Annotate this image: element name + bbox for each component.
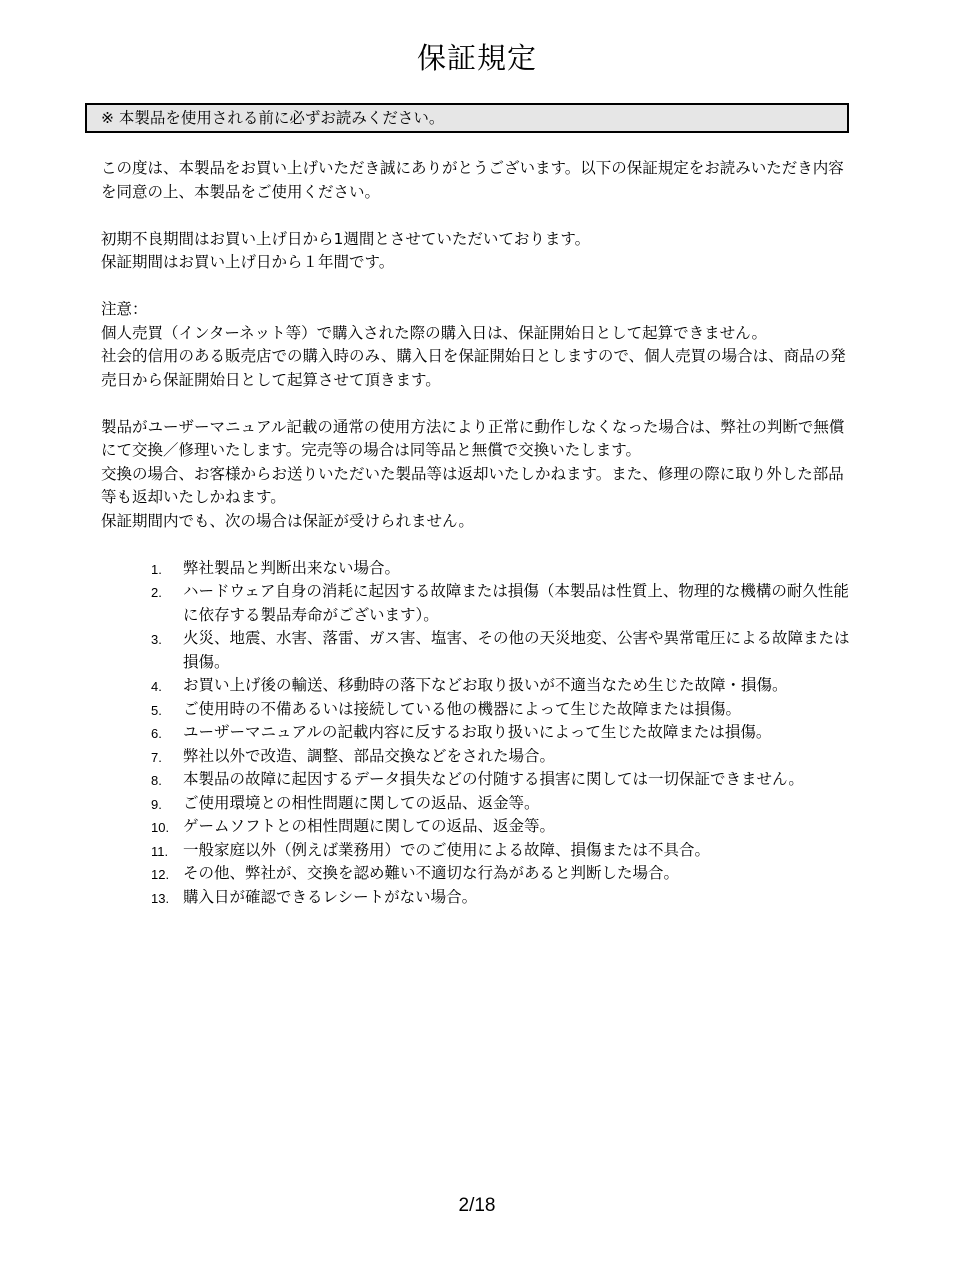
caution-line-private-sale: 個人売買（インターネット等）で購入された際の購入日は、保証開始日として起算できません。 bbox=[101, 323, 768, 342]
exclusion-list bbox=[101, 557, 853, 910]
list-item bbox=[101, 580, 853, 627]
list-item-text: ご使用時の不備あるいは接続している他の機器によって生じた故障または損傷。 bbox=[183, 699, 742, 718]
list-item-number: 9. bbox=[151, 796, 162, 812]
intro-paragraph: この度は、本製品をお買い上げいただき誠にありがとうございます。以下の保証規定をお読みいただき内容を同意の上、本製品をご使用ください。 bbox=[101, 159, 844, 201]
list-item bbox=[101, 557, 853, 581]
list-item bbox=[101, 862, 853, 886]
list-item-number: 11. bbox=[151, 843, 169, 859]
list-item-number: 10. bbox=[151, 820, 170, 835]
list-item-number: 12. bbox=[151, 867, 170, 882]
list-item bbox=[101, 815, 853, 839]
terms-exclusions-intro: 保証期間内でも、次の場合は保証が受けられません。 bbox=[101, 511, 474, 530]
page-number: 2/18 bbox=[458, 1195, 496, 1216]
list-item-number: 3. bbox=[151, 632, 162, 647]
list-item bbox=[101, 768, 853, 792]
list-item-number: 7. bbox=[151, 749, 162, 765]
list-item-text: 弊社以外で改造、調整、部品交換などをされた場合。 bbox=[183, 746, 556, 765]
list-item-number: 1. bbox=[151, 561, 162, 577]
list-item-number: 8. bbox=[151, 773, 162, 788]
list-item-text: お買い上げ後の輸送、移動時の落下などお取り扱いが不適当なため生じた故障・損傷。 bbox=[183, 676, 788, 694]
list-item-text: 一般家庭以外（例えば業務用）でのご使用による故障、損傷または不具合。 bbox=[183, 840, 711, 859]
notice-box: ※ 本製品を使用される前に必ずお読みください。 bbox=[85, 103, 849, 133]
initial-defect-period: 初期不良期間はお買い上げ日から1週間とさせていただいております。 bbox=[101, 229, 591, 248]
list-item bbox=[101, 792, 853, 816]
list-item-number: 4. bbox=[151, 679, 162, 694]
list-item bbox=[101, 627, 853, 674]
document-body bbox=[101, 157, 853, 909]
list-item-text: 火災、地震、水害、落雷、ガス害、塩害、その他の天災地変、公害や異常電圧による故障または損傷。 bbox=[183, 629, 850, 671]
list-item-text: 購入日が確認できるレシートがない場合。 bbox=[183, 887, 478, 906]
list-item-number: 13. bbox=[151, 890, 170, 906]
list-item-text: ユーザーマニュアルの記載内容に反するお取り扱いによって生じた故障または損傷。 bbox=[183, 723, 772, 741]
list-item-number: 2. bbox=[151, 585, 162, 600]
page-title: 保証規定 bbox=[416, 41, 537, 75]
list-item-number: 5. bbox=[151, 702, 162, 718]
list-item-text: ゲームソフトとの相性問題に関しての返品、返金等。 bbox=[183, 817, 556, 835]
list-item-text: その他、弊社が、交換を認め難い不適切な行為があると判断した場合。 bbox=[183, 864, 680, 882]
list-item-text: ご使用環境との相性問題に関しての返品、返金等。 bbox=[183, 793, 540, 812]
list-item bbox=[101, 721, 853, 745]
list-item bbox=[101, 698, 853, 722]
list-item bbox=[101, 839, 853, 863]
list-item bbox=[101, 674, 853, 698]
terms-no-return: 交換の場合、お客様からお送りいただいた製品等は返却いたしかねます。また、修理の際に取り外した部品等も返却いたしかねます。 bbox=[101, 464, 844, 506]
list-item-text: 弊社製品と判断出来ない場合。 bbox=[183, 558, 401, 577]
list-item-text: 本製品の故障に起因するデータ損失などの付随する損害に関しては一切保証できません。 bbox=[183, 770, 804, 788]
caution-line-store-purchase: 社会的信用のある販売店での購入時のみ、購入日を保証開始日としますので、個人売買の場合は、商品の発売日から保証開始日として起算させて頂きます。 bbox=[101, 347, 846, 389]
list-item-number: 6. bbox=[151, 726, 162, 741]
list-item bbox=[101, 886, 853, 910]
list-item-text: ハードウェア自身の消耗に起因する故障または損傷（本製品は性質上、物理的な機構の耐久性能に依存する製品寿命がございます）。 bbox=[183, 582, 849, 624]
list-item bbox=[101, 745, 853, 769]
warranty-period: 保証期間はお買い上げ日から１年間です。 bbox=[101, 253, 395, 271]
caution-heading: 注意： bbox=[101, 300, 148, 318]
terms-free-repair: 製品がユーザーマニュアル記載の通常の使用方法により正常に動作しなくなった場合は、弊社の判断で無償にて交換／修理いたします。完売等の場合は同等品と無償で交換いたします。 bbox=[101, 417, 845, 459]
